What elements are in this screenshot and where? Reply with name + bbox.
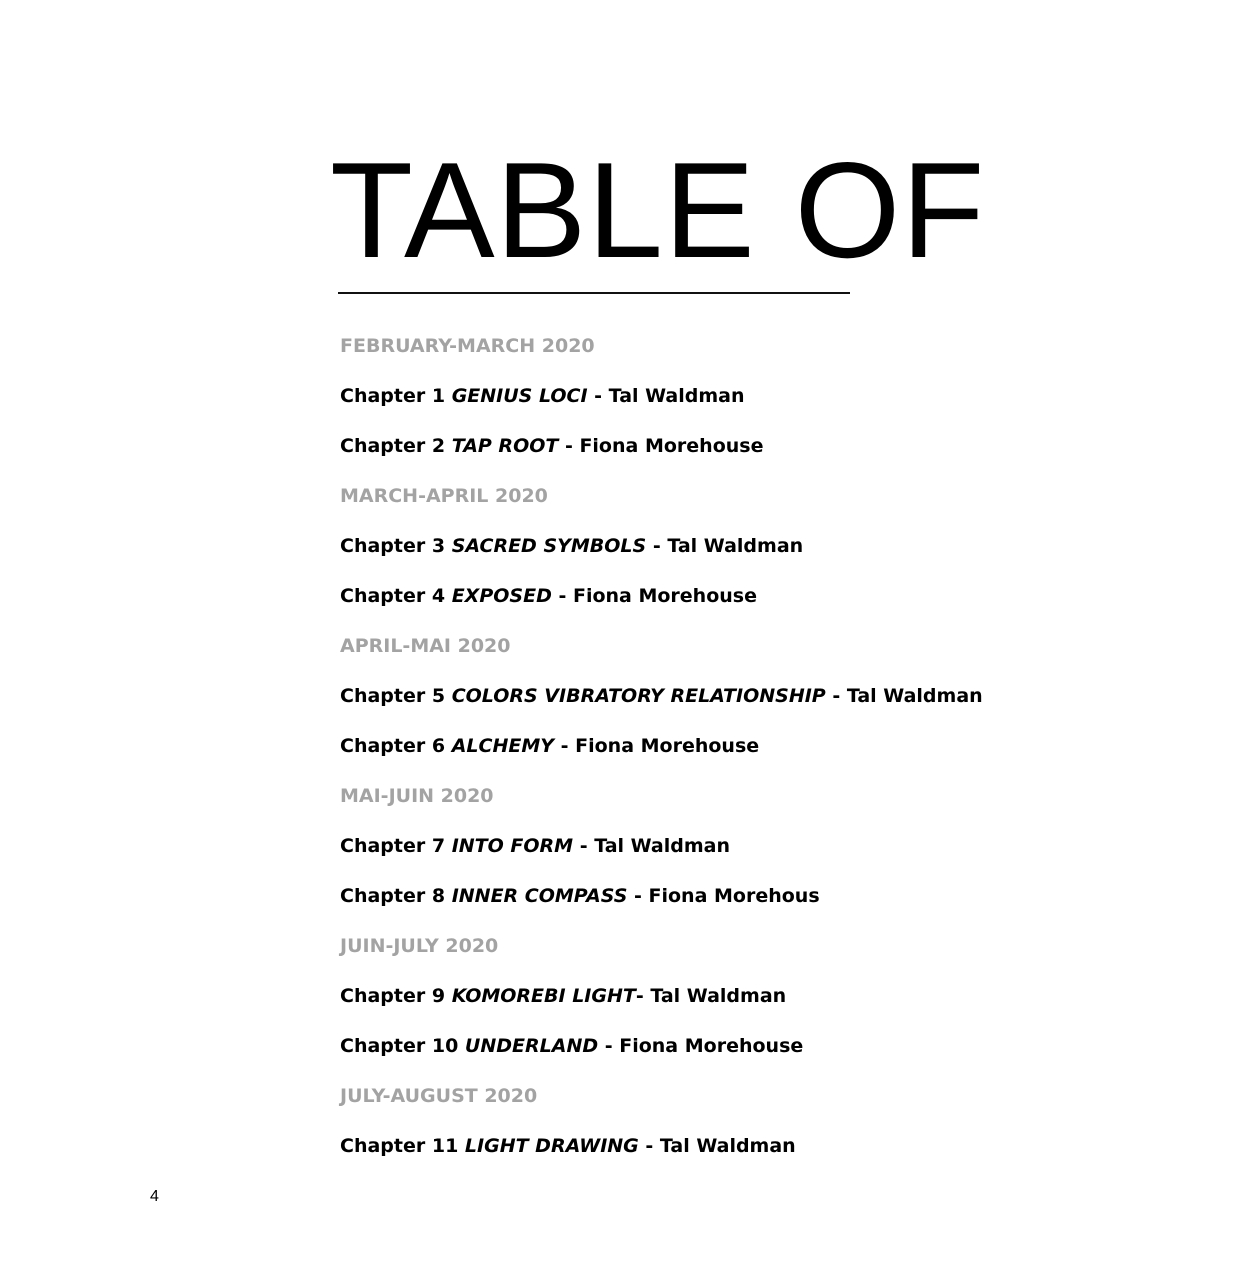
chapter-title: INTO FORM	[451, 835, 574, 857]
chapter-author: - Tal Waldman	[587, 385, 745, 407]
chapter-author: - Tal Waldman	[825, 685, 983, 707]
chapter-label: Chapter 7	[340, 835, 446, 857]
chapter-author: - Fiona Morehouse	[554, 735, 760, 757]
section-heading: MAI-JUIN 2020	[340, 785, 494, 807]
chapter-author: - Fiona Morehous	[627, 885, 820, 907]
chapter-entry[interactable]	[340, 678, 983, 728]
title-underline	[338, 292, 850, 294]
chapter-label: Chapter 10	[340, 1035, 459, 1057]
chapter-author: - Tal Waldman	[638, 1135, 796, 1157]
page-number: 4	[150, 1188, 159, 1205]
chapter-title: EXPOSED	[451, 585, 552, 607]
chapter-label: Chapter 8	[340, 885, 446, 907]
section-heading: JULY-AUGUST 2020	[340, 1085, 538, 1107]
chapter-title: LIGHT DRAWING	[464, 1135, 639, 1157]
chapter-title: TAP ROOT	[451, 435, 559, 457]
chapter-label: Chapter 6	[340, 735, 446, 757]
chapter-author: - Tal Waldman	[573, 835, 731, 857]
chapter-author: - Fiona Morehouse	[558, 435, 764, 457]
chapter-entry[interactable]	[340, 578, 983, 628]
chapter-entry[interactable]	[340, 878, 983, 928]
section-heading: APRIL-MAI 2020	[340, 635, 511, 657]
chapter-entry[interactable]	[340, 528, 983, 578]
chapter-title: KOMOREBI LIGHT	[451, 985, 636, 1007]
chapter-entry[interactable]	[340, 828, 983, 878]
page-title: TABLE OF	[330, 134, 986, 286]
chapter-title: COLORS VIBRATORY RELATIONSHIP	[451, 685, 826, 707]
chapter-label: Chapter 5	[340, 685, 446, 707]
chapter-entry[interactable]	[340, 1028, 983, 1078]
chapter-author: - Tal Waldman	[646, 535, 804, 557]
chapter-author: - Fiona Morehouse	[598, 1035, 804, 1057]
chapter-entry[interactable]	[340, 428, 983, 478]
table-of-contents	[340, 328, 983, 1178]
chapter-title: ALCHEMY	[451, 735, 555, 757]
chapter-title: INNER COMPASS	[451, 885, 628, 907]
section-heading: JUIN-JULY 2020	[340, 935, 499, 957]
chapter-title: SACRED SYMBOLS	[451, 535, 647, 557]
chapter-label: Chapter 4	[340, 585, 446, 607]
chapter-title: GENIUS LOCI	[451, 385, 588, 407]
chapter-author: - Fiona Morehouse	[551, 585, 757, 607]
chapter-label: Chapter 3	[340, 535, 446, 557]
section-heading: MARCH-APRIL 2020	[340, 485, 548, 507]
section-heading: FEBRUARY-MARCH 2020	[340, 335, 595, 357]
chapter-entry[interactable]	[340, 1128, 983, 1178]
chapter-label: Chapter 1	[340, 385, 452, 407]
chapter-entry[interactable]	[340, 378, 983, 428]
chapter-label: Chapter 11	[340, 1135, 459, 1157]
chapter-label: Chapter 2	[340, 435, 446, 457]
chapter-author: - Tal Waldman	[635, 985, 787, 1007]
chapter-entry[interactable]	[340, 728, 983, 778]
chapter-entry[interactable]	[340, 978, 983, 1028]
chapter-label: Chapter 9	[340, 985, 446, 1007]
chapter-title: UNDERLAND	[464, 1035, 599, 1057]
